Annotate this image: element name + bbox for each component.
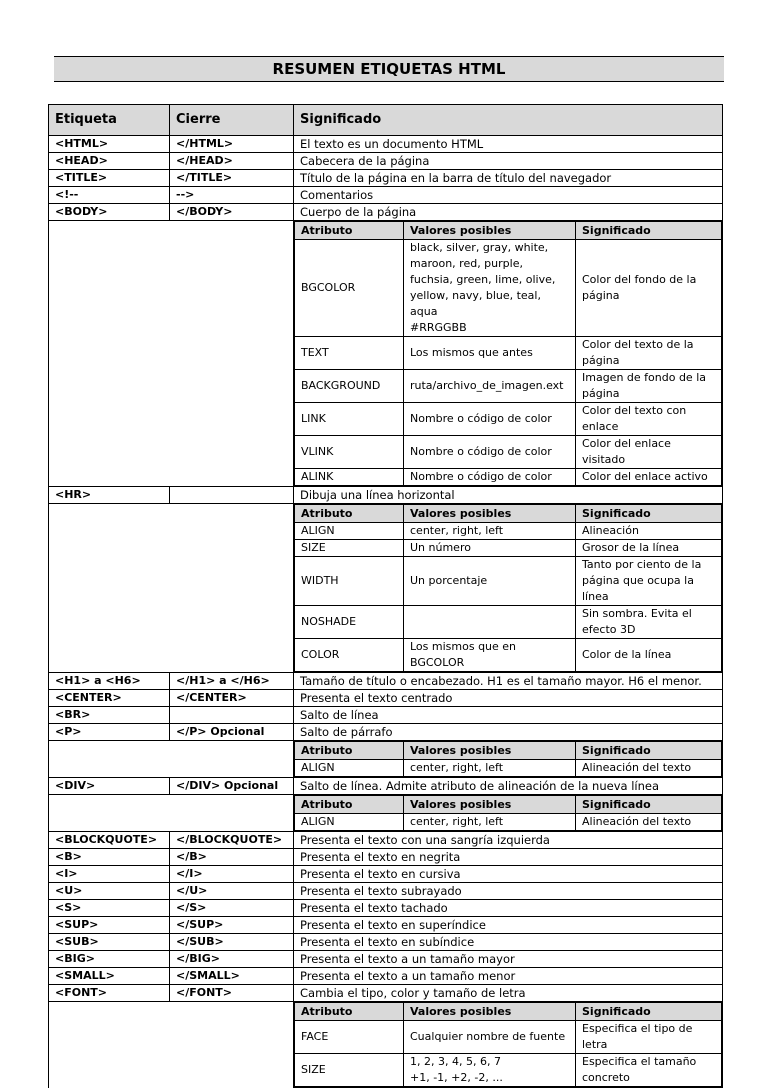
page-title: RESUMEN ETIQUETAS HTML	[54, 56, 724, 82]
attribute-values-cell: center, right, left	[404, 523, 576, 540]
attributes-header-atributo: Atributo	[295, 796, 404, 814]
attributes-header-valores-posibles: Valores posibles	[404, 742, 576, 760]
attribute-block-row	[49, 795, 723, 832]
attributes-header-row	[295, 1003, 722, 1021]
attributes-header-atributo: Atributo	[295, 222, 404, 240]
empty-cell	[49, 741, 294, 778]
attribute-name-cell: FACE	[295, 1021, 404, 1054]
attribute-values-cell: black, silver, gray, white, maroon, red, purple, fuchsia, green, lime, olive, yellow, navy, blue, teal, aqua #RRGGBB	[404, 240, 576, 337]
tag-cell: <P>	[49, 724, 170, 741]
meaning-cell: Presenta el texto subrayado	[294, 883, 723, 900]
tag-cell: <CENTER>	[49, 690, 170, 707]
attribute-row	[295, 469, 722, 486]
attribute-meaning-cell: Imagen de fondo de la página	[576, 370, 722, 403]
attribute-values-cell: Los mismos que en BGCOLOR	[404, 639, 576, 672]
tag-cell: <HTML>	[49, 136, 170, 153]
attributes-header-row	[295, 222, 722, 240]
table-row	[49, 724, 723, 741]
empty-cell	[49, 795, 294, 832]
attribute-values-cell: Un porcentaje	[404, 557, 576, 606]
attribute-name-cell: BGCOLOR	[295, 240, 404, 337]
attribute-meaning-cell: Especifica el tamaño concreto	[576, 1054, 722, 1087]
closing-tag-cell: </BIG>	[170, 951, 294, 968]
table-row	[49, 170, 723, 187]
tag-cell: <I>	[49, 866, 170, 883]
empty-cell	[49, 221, 294, 487]
closing-tag-cell: </HTML>	[170, 136, 294, 153]
attribute-meaning-cell: Alineación del texto	[576, 760, 722, 777]
attributes-cell	[294, 504, 723, 673]
table-row	[49, 934, 723, 951]
attribute-name-cell: SIZE	[295, 540, 404, 557]
table-row	[49, 832, 723, 849]
tag-cell: <DIV>	[49, 778, 170, 795]
table-row	[49, 917, 723, 934]
meaning-cell: Salto de línea	[294, 707, 723, 724]
attribute-meaning-cell: Sin sombra. Evita el efecto 3D	[576, 606, 722, 639]
attribute-name-cell: WIDTH	[295, 557, 404, 606]
tag-cell: <BR>	[49, 707, 170, 724]
tag-cell: <HEAD>	[49, 153, 170, 170]
table-row	[49, 673, 723, 690]
closing-tag-cell: </CENTER>	[170, 690, 294, 707]
meaning-cell: Salto de párrafo	[294, 724, 723, 741]
attributes-header-significado: Significado	[576, 796, 722, 814]
attribute-meaning-cell: Alineación	[576, 523, 722, 540]
attribute-values-cell	[404, 606, 576, 639]
meaning-cell: Presenta el texto en cursiva	[294, 866, 723, 883]
attribute-values-cell: Los mismos que antes	[404, 337, 576, 370]
closing-tag-cell: </U>	[170, 883, 294, 900]
table-row	[49, 968, 723, 985]
table-row	[49, 985, 723, 1002]
closing-tag-cell: </H1> a </H6>	[170, 673, 294, 690]
attribute-meaning-cell: Color del enlace visitado	[576, 436, 722, 469]
attribute-row	[295, 370, 722, 403]
closing-tag-cell: </SUP>	[170, 917, 294, 934]
attribute-values-cell: center, right, left	[404, 760, 576, 777]
attribute-row	[295, 760, 722, 777]
tag-cell: <BLOCKQUOTE>	[49, 832, 170, 849]
attributes-header-valores-posibles: Valores posibles	[404, 796, 576, 814]
meaning-cell: Presenta el texto en superíndice	[294, 917, 723, 934]
attribute-block-row	[49, 504, 723, 673]
attribute-name-cell: LINK	[295, 403, 404, 436]
table-row	[49, 778, 723, 795]
attribute-row	[295, 540, 722, 557]
closing-tag-cell: </SMALL>	[170, 968, 294, 985]
attributes-header-atributo: Atributo	[295, 505, 404, 523]
tag-cell: <H1> a <H6>	[49, 673, 170, 690]
tag-cell: <BIG>	[49, 951, 170, 968]
meaning-cell: Presenta el texto a un tamaño menor	[294, 968, 723, 985]
table-row	[49, 153, 723, 170]
tag-cell: <B>	[49, 849, 170, 866]
table-row	[49, 707, 723, 724]
meaning-cell: Presenta el texto con una sangría izquierda	[294, 832, 723, 849]
closing-tag-cell: </TITLE>	[170, 170, 294, 187]
tag-cell: <S>	[49, 900, 170, 917]
attribute-values-cell: Nombre o código de color	[404, 436, 576, 469]
attribute-meaning-cell: Especifica el tipo de letra	[576, 1021, 722, 1054]
html-tags-table	[48, 104, 723, 1088]
closing-tag-cell	[170, 707, 294, 724]
attribute-name-cell: ALIGN	[295, 523, 404, 540]
attributes-table	[294, 221, 722, 486]
meaning-cell: Cambia el tipo, color y tamaño de letra	[294, 985, 723, 1002]
meaning-cell: Presenta el texto a un tamaño mayor	[294, 951, 723, 968]
table-row	[49, 187, 723, 204]
closing-tag-cell: </BODY>	[170, 204, 294, 221]
attribute-name-cell: TEXT	[295, 337, 404, 370]
closing-tag-cell: </BLOCKQUOTE>	[170, 832, 294, 849]
attribute-values-cell: ruta/archivo_de_imagen.ext	[404, 370, 576, 403]
tag-cell: <!--	[49, 187, 170, 204]
meaning-cell: El texto es un documento HTML	[294, 136, 723, 153]
closing-tag-cell: </P> Opcional	[170, 724, 294, 741]
attribute-values-cell: 1, 2, 3, 4, 5, 6, 7 +1, -1, +2, -2, ...	[404, 1054, 576, 1087]
tag-cell: <U>	[49, 883, 170, 900]
attribute-row	[295, 240, 722, 337]
attributes-header-atributo: Atributo	[295, 1003, 404, 1021]
closing-tag-cell: </FONT>	[170, 985, 294, 1002]
attribute-row	[295, 436, 722, 469]
tag-cell: <SUP>	[49, 917, 170, 934]
attribute-name-cell: VLINK	[295, 436, 404, 469]
attribute-meaning-cell: Color del fondo de la página	[576, 240, 722, 337]
table-row	[49, 883, 723, 900]
tag-cell: <HR>	[49, 487, 170, 504]
attribute-meaning-cell: Alineación del texto	[576, 814, 722, 831]
closing-tag-cell: </SUB>	[170, 934, 294, 951]
attributes-table	[294, 504, 722, 672]
tag-cell: <TITLE>	[49, 170, 170, 187]
table-row	[49, 951, 723, 968]
table-row	[49, 136, 723, 153]
column-header-etiqueta: Etiqueta	[49, 105, 170, 136]
table-row	[49, 849, 723, 866]
closing-tag-cell: </S>	[170, 900, 294, 917]
table-row	[49, 487, 723, 504]
attribute-row	[295, 814, 722, 831]
attributes-header-significado: Significado	[576, 1003, 722, 1021]
tag-cell: <SUB>	[49, 934, 170, 951]
closing-tag-cell: </HEAD>	[170, 153, 294, 170]
attributes-cell	[294, 1002, 723, 1088]
closing-tag-cell: </I>	[170, 866, 294, 883]
closing-tag-cell: -->	[170, 187, 294, 204]
attribute-meaning-cell: Color de la línea	[576, 639, 722, 672]
attribute-meaning-cell: Color del texto de la página	[576, 337, 722, 370]
attribute-values-cell: Nombre o código de color	[404, 403, 576, 436]
meaning-cell: Título de la página en la barra de título del navegador	[294, 170, 723, 187]
column-header-significado: Significado	[294, 105, 723, 136]
meaning-cell: Presenta el texto centrado	[294, 690, 723, 707]
attributes-header-row	[295, 796, 722, 814]
closing-tag-cell: </DIV> Opcional	[170, 778, 294, 795]
attributes-header-significado: Significado	[576, 222, 722, 240]
table-row	[49, 204, 723, 221]
attribute-name-cell: ALIGN	[295, 760, 404, 777]
table-body	[49, 136, 723, 1088]
attribute-name-cell: COLOR	[295, 639, 404, 672]
attribute-name-cell: BACKGROUND	[295, 370, 404, 403]
attribute-values-cell: center, right, left	[404, 814, 576, 831]
attribute-row	[295, 1021, 722, 1054]
closing-tag-cell	[170, 487, 294, 504]
attribute-meaning-cell: Tanto por ciento de la página que ocupa la línea	[576, 557, 722, 606]
attribute-name-cell: SIZE	[295, 1054, 404, 1087]
attribute-values-cell: Cualquier nombre de fuente	[404, 1021, 576, 1054]
meaning-cell: Presenta el texto tachado	[294, 900, 723, 917]
attribute-meaning-cell: Grosor de la línea	[576, 540, 722, 557]
attribute-row	[295, 606, 722, 639]
table-row	[49, 900, 723, 917]
meaning-cell: Cuerpo de la página	[294, 204, 723, 221]
attributes-header-valores-posibles: Valores posibles	[404, 1003, 576, 1021]
table-row	[49, 690, 723, 707]
attributes-header-row	[295, 505, 722, 523]
attributes-header-row	[295, 742, 722, 760]
table-header-row	[49, 105, 723, 136]
attribute-block-row	[49, 741, 723, 778]
meaning-cell: Presenta el texto en negrita	[294, 849, 723, 866]
meaning-cell: Salto de línea. Admite atributo de alineación de la nueva línea	[294, 778, 723, 795]
attributes-header-valores-posibles: Valores posibles	[404, 222, 576, 240]
attributes-table	[294, 1002, 722, 1087]
attributes-cell	[294, 795, 723, 832]
attribute-name-cell: NOSHADE	[295, 606, 404, 639]
attribute-block-row	[49, 221, 723, 487]
attribute-block-row	[49, 1002, 723, 1088]
attributes-header-atributo: Atributo	[295, 742, 404, 760]
attribute-row	[295, 639, 722, 672]
tag-cell: <BODY>	[49, 204, 170, 221]
attribute-meaning-cell: Color del texto con enlace	[576, 403, 722, 436]
attribute-row	[295, 1054, 722, 1087]
attributes-header-significado: Significado	[576, 505, 722, 523]
empty-cell	[49, 504, 294, 673]
attribute-name-cell: ALINK	[295, 469, 404, 486]
attributes-header-significado: Significado	[576, 742, 722, 760]
attributes-cell	[294, 221, 723, 487]
attribute-values-cell: Un número	[404, 540, 576, 557]
attribute-row	[295, 403, 722, 436]
closing-tag-cell: </B>	[170, 849, 294, 866]
tag-cell: <SMALL>	[49, 968, 170, 985]
table-row	[49, 866, 723, 883]
attribute-row	[295, 557, 722, 606]
attribute-meaning-cell: Color del enlace activo	[576, 469, 722, 486]
attribute-row	[295, 337, 722, 370]
attributes-cell	[294, 741, 723, 778]
meaning-cell: Cabecera de la página	[294, 153, 723, 170]
tag-cell: <FONT>	[49, 985, 170, 1002]
attribute-name-cell: ALIGN	[295, 814, 404, 831]
column-header-cierre: Cierre	[170, 105, 294, 136]
attributes-header-valores-posibles: Valores posibles	[404, 505, 576, 523]
empty-cell	[49, 1002, 294, 1088]
meaning-cell: Dibuja una línea horizontal	[294, 487, 723, 504]
meaning-cell: Tamaño de título o encabezado. H1 es el tamaño mayor. H6 el menor.	[294, 673, 723, 690]
attribute-row	[295, 523, 722, 540]
meaning-cell: Presenta el texto en subíndice	[294, 934, 723, 951]
attributes-table	[294, 741, 722, 777]
attribute-values-cell: Nombre o código de color	[404, 469, 576, 486]
attributes-table	[294, 795, 722, 831]
meaning-cell: Comentarios	[294, 187, 723, 204]
